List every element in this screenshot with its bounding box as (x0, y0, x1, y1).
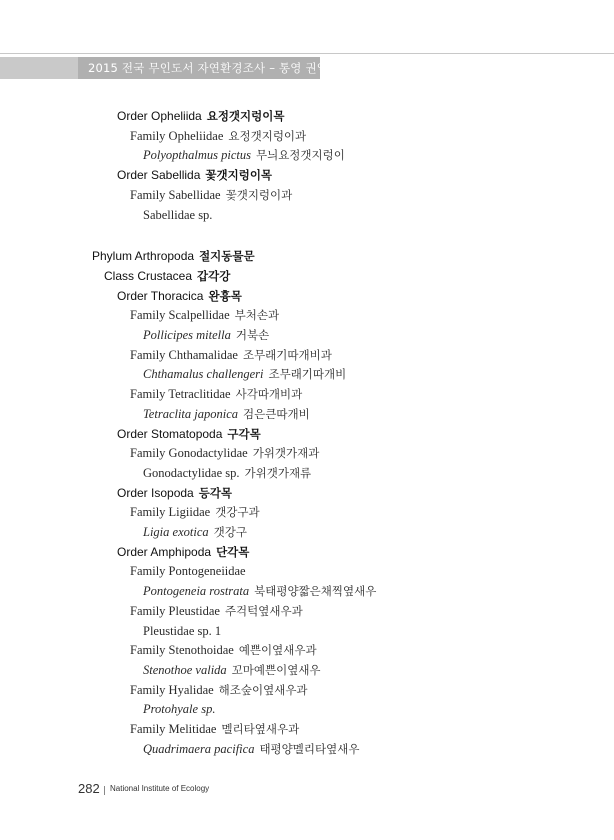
korean-name: 사각따개비과 (235, 387, 303, 402)
scientific-name: Family Sabellidae (130, 187, 221, 202)
scientific-name: Pontogeneia rostrata (143, 584, 250, 599)
family-entry (130, 307, 279, 323)
species-entry (143, 524, 247, 540)
scientific-name: Chthamalus challengeri (143, 367, 264, 382)
korean-name: 등각목 (198, 485, 233, 500)
scientific-name: Family Chthamalidae (130, 347, 238, 362)
korean-name: 갯강구과 (215, 505, 260, 520)
family-entry (130, 386, 302, 402)
family-entry (130, 347, 332, 363)
korean-name: 갯강구 (213, 525, 247, 539)
scientific-name: Order Isopoda (117, 485, 194, 500)
scientific-name: Gonodactylidae sp. (143, 465, 240, 480)
order-entry (117, 108, 284, 124)
korean-name: 조무래기따개비과 (242, 347, 332, 362)
footer-separator (104, 786, 105, 795)
korean-name: 멜리타옆새우과 (221, 722, 300, 736)
family-entry (130, 187, 292, 203)
scientific-name: Phylum Arthropoda (92, 249, 195, 264)
family-entry (130, 721, 299, 737)
scientific-name: Order Sabellida (117, 168, 201, 183)
family-entry (130, 642, 317, 658)
korean-name: 검은큰따개비 (243, 406, 310, 421)
species-entry (143, 662, 321, 678)
korean-name: 절지동물문 (199, 249, 255, 264)
scientific-name: Class Crustacea (104, 268, 193, 283)
korean-name: 단각목 (216, 544, 250, 559)
scientific-name: Order Opheliida (117, 109, 202, 123)
korean-name: 꽃갯지렁이목 (205, 168, 273, 183)
korean-name: 요정갯지렁이과 (228, 128, 307, 143)
scientific-name: Family Scalpellidae (130, 308, 230, 323)
family-entry (130, 603, 303, 619)
scientific-name: Order Stomatopoda (117, 426, 223, 441)
scientific-name: Order Amphipoda (117, 544, 212, 559)
korean-name: 꽃갯지렁이과 (225, 187, 293, 202)
scientific-name: Polyopthalmus pictus (143, 148, 251, 163)
scientific-name: Protohyale sp. (143, 702, 216, 717)
family-entry (130, 563, 246, 579)
running-header: 2015 전국 무인도서 자연환경조사 – 통영 권역 (88, 61, 329, 75)
species-entry (143, 583, 376, 599)
scientific-name: Family Gonodactylidae (130, 446, 248, 461)
korean-name: 요정갯지렁이목 (206, 109, 285, 123)
family-entry (130, 445, 319, 461)
korean-name: 가위갯가재류 (244, 465, 312, 480)
species-entry (143, 147, 345, 163)
scientific-name: Family Opheliidae (130, 128, 224, 143)
scientific-name: Quadrimaera pacifica (143, 741, 255, 756)
scientific-name: Family Tetraclitidae (130, 387, 231, 402)
korean-name: 꼬마예쁜이옆새우 (231, 662, 321, 677)
scientific-name: Family Melitidae (130, 722, 217, 736)
page-number: 282 (78, 781, 100, 796)
scientific-name: Tetraclita japonica (143, 406, 239, 421)
order-entry (117, 485, 232, 501)
species-entry (143, 741, 359, 757)
phylum-entry (92, 248, 255, 264)
korean-name: 태평양멜리타옆새우 (259, 741, 360, 756)
korean-name: 북태평양짧은채찍옆새우 (254, 584, 377, 599)
korean-name: 주걱턱옆새우과 (224, 603, 303, 618)
korean-name: 완흉목 (208, 288, 242, 303)
korean-name: 예쁜이옆새우과 (238, 643, 317, 658)
scientific-name: Family Pontogeneiidae (130, 564, 246, 579)
scientific-name: Family Stenothoidae (130, 643, 234, 658)
species-entry (143, 465, 311, 481)
order-entry (117, 544, 249, 560)
species-entry (143, 207, 212, 223)
species-entry (143, 623, 221, 639)
korean-name: 갑각강 (197, 268, 231, 283)
scientific-name: Pollicipes mitella (143, 328, 231, 342)
korean-name: 무늬요정갯지렁이 (255, 148, 345, 163)
order-entry (117, 426, 261, 442)
korean-name: 거북손 (235, 328, 270, 342)
class-entry (104, 268, 230, 284)
scientific-name: Stenothoe valida (143, 662, 227, 677)
family-entry (130, 128, 306, 144)
family-entry (130, 682, 308, 698)
footer-institution: National Institute of Ecology (110, 784, 210, 793)
scientific-name: Family Hyalidae (130, 682, 214, 697)
scientific-name: Family Pleustidae (130, 603, 220, 618)
korean-name: 부처손과 (234, 308, 280, 323)
korean-name: 가위갯가재과 (252, 446, 320, 461)
family-entry (130, 504, 260, 520)
scientific-name: Sabellidae sp. (143, 207, 213, 222)
species-entry (143, 701, 215, 717)
scientific-name: Order Thoracica (117, 288, 204, 303)
korean-name: 조무래기따개비 (268, 367, 347, 382)
order-entry (117, 288, 242, 304)
species-entry (143, 327, 269, 343)
korean-name: 구각목 (227, 426, 261, 441)
order-entry (117, 167, 272, 183)
korean-name: 해조숲이옆새우과 (218, 682, 308, 697)
scientific-name: Ligia exotica (143, 525, 209, 539)
species-entry (143, 406, 310, 422)
scientific-name: Family Ligiidae (130, 505, 211, 520)
scientific-name: Pleustidae sp. 1 (143, 623, 222, 638)
species-entry (143, 366, 346, 382)
